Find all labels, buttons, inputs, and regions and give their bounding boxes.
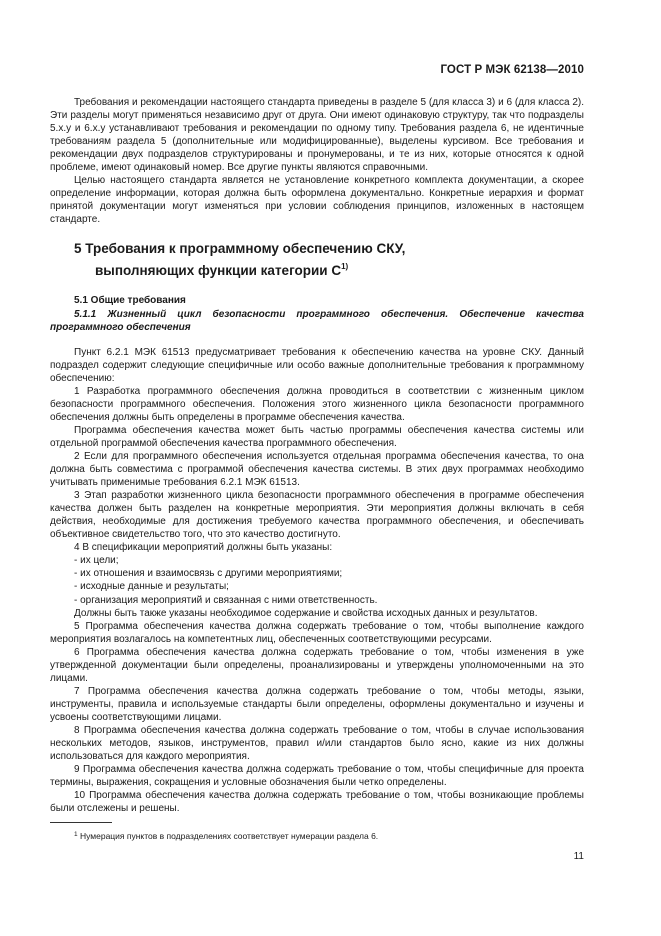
requirement-9: 9 Программа обеспечения качества должна содержать требование о том, чтобы специфичные для проекта термины, выражения, сокращения и условные обозначения были четко определены.	[50, 764, 584, 789]
requirement-8: 8 Программа обеспечения качества должна содержать требование о том, чтобы в случае использования нескольких методов, языков, инструментов, правил и/или стандартов было ясно, какие из них должны использоваться для каждого мероприятия.	[50, 724, 584, 763]
subsection-5-1-title: 5.1 Общие требования	[74, 295, 186, 307]
requirement-4-list-item: - исходные данные и результаты;	[74, 581, 229, 593]
page-content	[50, 96, 584, 815]
requirement-4-list-item: - их отношения и взаимосвязь с другими мероприятиями;	[74, 568, 343, 580]
requirement-2: 2 Если для программного обеспечения используется отдельная программа обеспечения качества, то она должна быть совместима с программой обеспечения качества системы. В этих двух программах необходимо учитывать применимые требования 6.2.1 МЭК 61513.	[50, 450, 584, 489]
requirement-7: 7 Программа обеспечения качества должна содержать требование о том, чтобы методы, языки, инструменты, правила и используемые стандарты были определены, оформлены документально и изучены и усвоены соответствующими лицами.	[50, 685, 584, 723]
footnote-mark: 1	[74, 831, 78, 838]
requirement-4-list-item: - их цели;	[74, 555, 119, 567]
body-intro-paragraph: Пункт 6.2.1 МЭК 61513 предусматривает требования к обеспечению качества на уровне СКУ. Данный подраздел содержит следующие специфичные или особо важные дополнительные требования к программному обеспечению:	[50, 346, 584, 384]
page-number: 11	[573, 851, 584, 862]
section-5-title-line1: 5 Требования к программному обеспечению СКУ,	[74, 241, 406, 257]
requirement-5: 5 Программа обеспечения качества должна содержать требование о том, чтобы выполнение каждого мероприятия возлагалось на компетентных лиц, обеспеченных соответствующими ресурсами.	[50, 620, 584, 645]
footnote	[74, 829, 378, 842]
intro-paragraph-2: Целью настоящего стандарта является не установление конкретного комплекта документации, а скорее определение информации, которая должна быть оформлена документально. Конкретные иерархия и формат принятой документации могут изменяться при условии соблюдения принципов, изложенных в настоящем стандарте.	[50, 175, 584, 226]
footnote-text: Нумерация пунктов в подразделениях соответствует нумерации раздела 6.	[77, 831, 379, 841]
subsection-5-1-1-title: 5.1.1 Жизненный цикл безопасности программного обеспечения. Обеспечение качества программного обеспечения	[50, 308, 584, 333]
requirement-3: 3 Этап разработки жизненного цикла безопасности программного обеспечения в программе обеспечения качества должен быть разделен на конкретные мероприятия. Эти мероприятия должны включать в себя действия, необходимые для достижения требуемого качества программного обеспечения, и обеспечивать объективное свидетельство того, что это качество достигнуто.	[50, 490, 584, 541]
document-header: ГОСТ Р МЭК 62138—2010	[440, 64, 584, 76]
requirement-6: 6 Программа обеспечения качества должна содержать требование о том, чтобы изменения в уже утвержденной документации были определены, проанализированы и утверждены уполномоченными на это лицами.	[50, 646, 584, 684]
requirement-4: 4 В спецификации мероприятий должны быть указаны:	[74, 542, 333, 554]
section-5-title-line2: выполняющих функции категории С	[95, 263, 342, 279]
intro-paragraph-1: Требования и рекомендации настоящего стандарта приведены в разделе 5 (для класса 3) и 6 (для класса 2). Эти разделы могут применяться независимо друг от друга. Они имеют одинаковую структуру, так что подразделы 5.x.y и 6.x.y устанавливают требования и рекомендации по одному типу. Требования раздела 6, не идентичные требованиям раздела 5 (дополнительные или модифицированные), выделены курсивом. Все требования и рекомендации двух подразделов структурированы и пронумерованы, и те из них, которые относятся к одной проблеме, имеют одинаковый номер. Все другие пункты являются справочными.	[50, 97, 584, 174]
requirement-4-note: Должны быть также указаны необходимое содержание и свойства исходных данных и результатов.	[74, 607, 538, 619]
footnote-reference: 1)	[341, 262, 349, 272]
requirement-1: 1 Разработка программного обеспечения должна проводиться в соответствии с жизненным циклом безопасности программного обеспечения. Положения этого жизненного цикла безопасности программного обеспечения должны быть определены в программе обеспечения качества.	[50, 385, 584, 423]
requirement-1-note: Программа обеспечения качества может быть частью программы обеспечения качества системы или отдельной программой обеспечения качества программного обеспечения.	[50, 424, 584, 449]
requirement-4-list-item: - организация мероприятий и связанная с ними ответственность.	[74, 594, 378, 606]
footnote-divider	[50, 822, 112, 823]
section-5-title	[50, 240, 584, 280]
requirement-10: 10 Программа обеспечения качества должна содержать требование о том, чтобы возникающие проблемы были отслежены и решены.	[50, 790, 584, 815]
